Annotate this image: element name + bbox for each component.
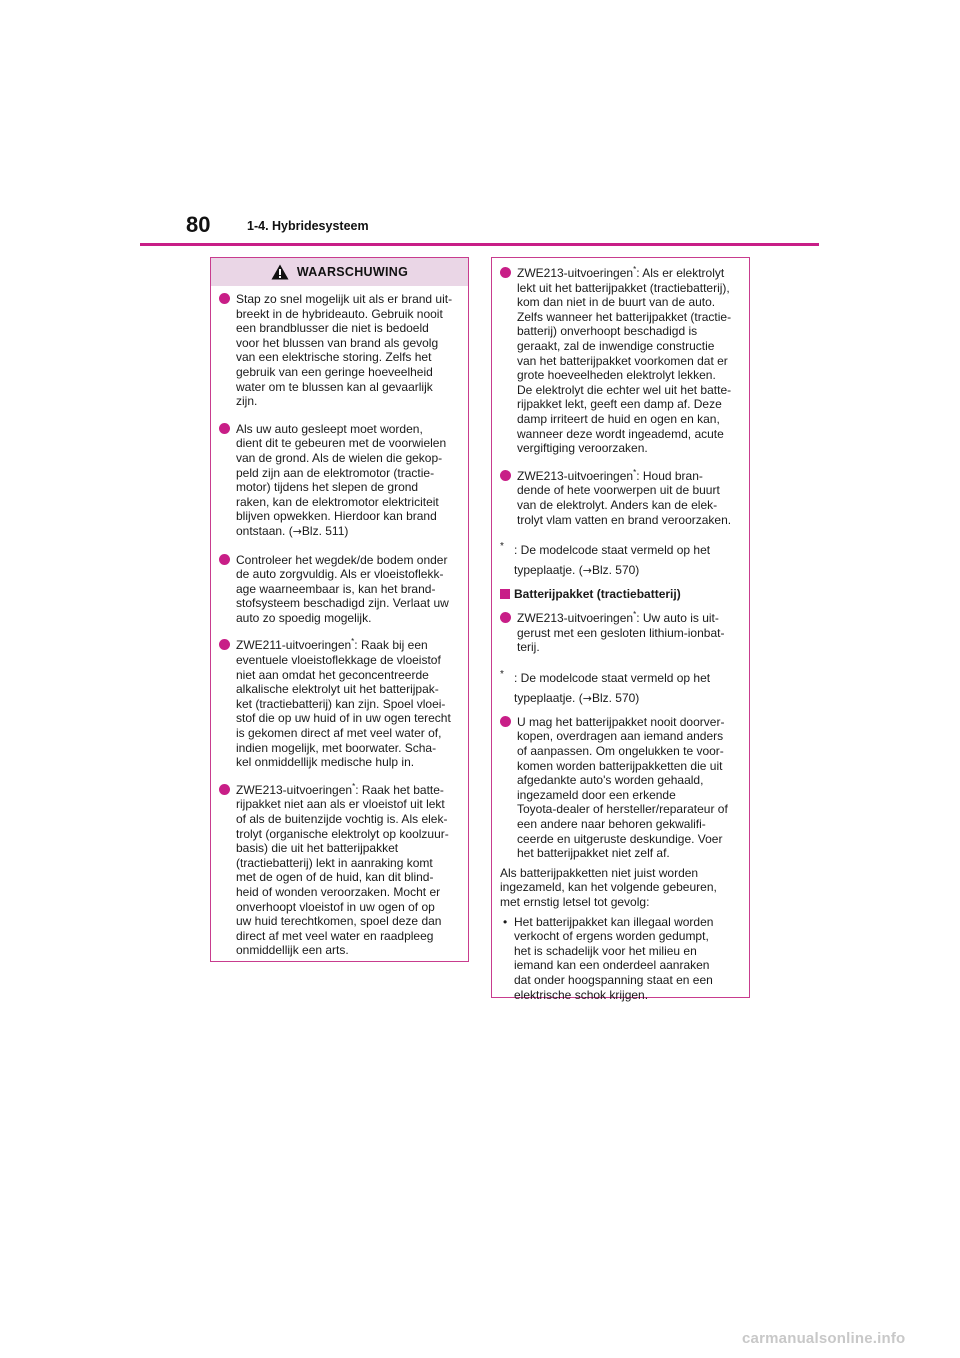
bullet-dot-icon <box>500 612 511 623</box>
sub-bullet-item <box>500 915 741 1003</box>
footnote-text: : De modelcode staat vermeld op het typeplaatje. ( <box>514 543 711 578</box>
asterisk: * <box>500 541 504 553</box>
warning-header <box>211 258 468 286</box>
info-item-text: : Als er elektrolyt lekt uit het batterijpakket (tractiebatterij), kom dan niet in de buurt van de auto. Zelfs wanneer het batterijpakket (tractie- batterij) onverhoopt beschadigd is geraakt, zal de inwendige constructie van het batterijpakket voorkomen dat er grote hoeveelheden elektrolyt lekken. De elektrolyt die echter wel uit het batte- rijpakket lekt, geeft een damp af. Deze damp irriteert de huid en ogen en kan, wanneer deze wordt ingeademd, acute vergiftiging veroorzaken. <box>517 266 732 456</box>
info-item-1 <box>500 266 741 456</box>
asterisk: * <box>633 467 637 477</box>
ref-close: ) <box>635 563 640 578</box>
bullet-dot-icon <box>500 470 511 481</box>
bullet-dot-icon <box>219 639 230 650</box>
info-item-4 <box>500 715 741 861</box>
warning-item-text: Als uw auto gesleept moet worden, dient dit te gebeuren met de voorwielen van de grond. Als de wielen die gekop- peld zijn aan de elektromotor (tractie- motor) tijdens het slepen de grond raken, kan de elektromotor elektriciteit blijven opwekken. Hierdoor kan brand ontstaan. ( <box>236 421 447 538</box>
header-rule <box>140 243 819 246</box>
info-item-text: U mag het batterijpakket nooit doorver- kopen, overdragen aan iemand anders of aanpassen. Om ongelukken te voor- komen worden batterijpakketten die uit afgedankte auto's worden gehaald, ingezameld door een erkende Toyota-dealer of hersteller/reparateur of een andere naar behoren gekwalifi- ceerde en uitgeruste deskundige. Voer het batterijpakket niet zelf af. <box>517 714 728 861</box>
footnote-2 <box>500 668 741 709</box>
bullet-dot-icon <box>500 716 511 727</box>
page-reference-link[interactable]: Blz. 511 <box>301 523 345 538</box>
warning-item-3 <box>219 553 460 626</box>
page-number: 80 <box>186 212 211 237</box>
warning-item-text: Stap zo snel mogelijk uit als er brand uit- breekt in de hybrideauto. Gebruik nooit een brandblusser die niet is bedoeld voor het blussen van brand als gevolg van een elektrische storing. Zelfs het gebruik van een geringe hoeveelheid water om te blussen kan al gevaarlijk zijn. <box>236 292 453 409</box>
watermark: carmanualsonline.info <box>742 1330 906 1347</box>
page-reference-link[interactable]: Blz. 570 <box>591 563 636 578</box>
model-lead: ZWE213-uitvoeringen <box>236 782 353 797</box>
warning-item-text: : Raak bij een eventuele vloeistoflekkage de vloeistof niet aan omdat het geconcentreerde alkalische elektrolyt uit het batterijpak- ket (tractiebatterij) kan zijn. Spoel vloei- stof die op uw huid of in uw ogen terecht is gekomen direct af met veel water of, indien mogelijk, met boorwater. Scha- kel onmiddellijk medische hulp in. <box>236 638 451 770</box>
asterisk: * <box>351 637 355 647</box>
subheading <box>500 587 741 602</box>
arrow-icon: → <box>292 524 302 538</box>
bullet-icon: • <box>503 914 508 929</box>
info-item-text: : Uw auto is uit- gerust met een gesloten lithium-ionbat- terij. <box>517 611 725 655</box>
footnote-text: : De modelcode staat vermeld op het typeplaatje. ( <box>514 670 711 705</box>
arrow-icon: → <box>582 564 592 578</box>
info-item-3 <box>500 611 741 655</box>
ref-close: ) <box>635 690 640 705</box>
asterisk: * <box>352 781 356 791</box>
model-lead: ZWE213-uitvoeringen <box>517 611 634 626</box>
bullet-dot-icon <box>500 267 511 278</box>
warning-item-2 <box>219 422 460 540</box>
bullet-dot-icon <box>219 554 230 565</box>
warning-item-1 <box>219 292 460 409</box>
asterisk: * <box>633 610 637 620</box>
warning-box <box>210 257 469 962</box>
model-lead: ZWE211-uitvoeringen <box>236 638 352 653</box>
sub-bullet-text: Het batterijpakket kan illegaal worden verkocht of ergens worden gedumpt, het is schadelijk voor het milieu en iemand kan een onderdeel aanraken dat onder hoogspanning staat en een elektrische schok krijgen. <box>514 914 714 1002</box>
bullet-dot-icon <box>219 293 230 304</box>
asterisk: * <box>500 668 504 680</box>
info-content <box>492 258 749 1002</box>
info-item-text: : Houd bran- dende of hete voorwerpen uit de buurt van de elektrolyt. Anders kan de elek- trolyt vlam vatten en brand veroorzaken. <box>517 468 732 527</box>
warning-item-5 <box>219 783 460 958</box>
model-lead: ZWE213-uitvoeringen <box>517 468 634 483</box>
square-bullet-icon <box>500 589 510 599</box>
page-reference-link[interactable]: Blz. 570 <box>591 690 636 705</box>
warning-item-text: : Raak het batte- rijpakket niet aan als er vloeistof uit lekt of als de buitenzijde vochtig is. Als elek- trolyt (organische elektrolyt op koolzuur- basis) die uit het batterijpakket (tractiebatterij) lekt in aanraking komt met de ogen of de huid, kan dit blind- heid of wonden veroorzaken. Mocht er onverhoopt vloeistof in uw ogen of op uw huid terechtkomen, spoel deze dan direct af met veel water en raadpleeg onmiddellijk een arts. <box>236 782 449 958</box>
model-lead: ZWE213-uitvoeringen <box>517 266 634 280</box>
warning-item-4 <box>219 638 460 769</box>
arrow-icon: → <box>582 691 592 705</box>
info-box <box>491 257 750 1002</box>
bullet-dot-icon <box>219 423 230 434</box>
paragraph: Als batterijpakketten niet juist worden ingezameld, kan het volgende gebeuren, met ernstig letsel tot gevolg: <box>500 865 717 909</box>
warning-content <box>211 286 468 958</box>
section-title: 1-4. Hybridesysteem <box>247 219 369 233</box>
asterisk: * <box>633 265 637 274</box>
warning-title: WAARSCHUWING <box>296 265 409 279</box>
bullet-dot-icon <box>219 784 230 795</box>
ref-close: ) <box>344 523 349 538</box>
info-item-2 <box>500 469 741 527</box>
warning-triangle-icon <box>271 264 289 280</box>
subheading-text: Batterijpakket (tractiebatterij) <box>514 587 681 602</box>
footnote-1 <box>500 540 741 581</box>
warning-item-text: Controleer het wegdek/de bodem onder de auto zorgvuldig. Als er vloeistoflekk- age waarneembaar is, kan het brand- stofsysteem beschadigd zijn. Verlaat uw auto zo spoedig mogelijk. <box>236 552 449 625</box>
